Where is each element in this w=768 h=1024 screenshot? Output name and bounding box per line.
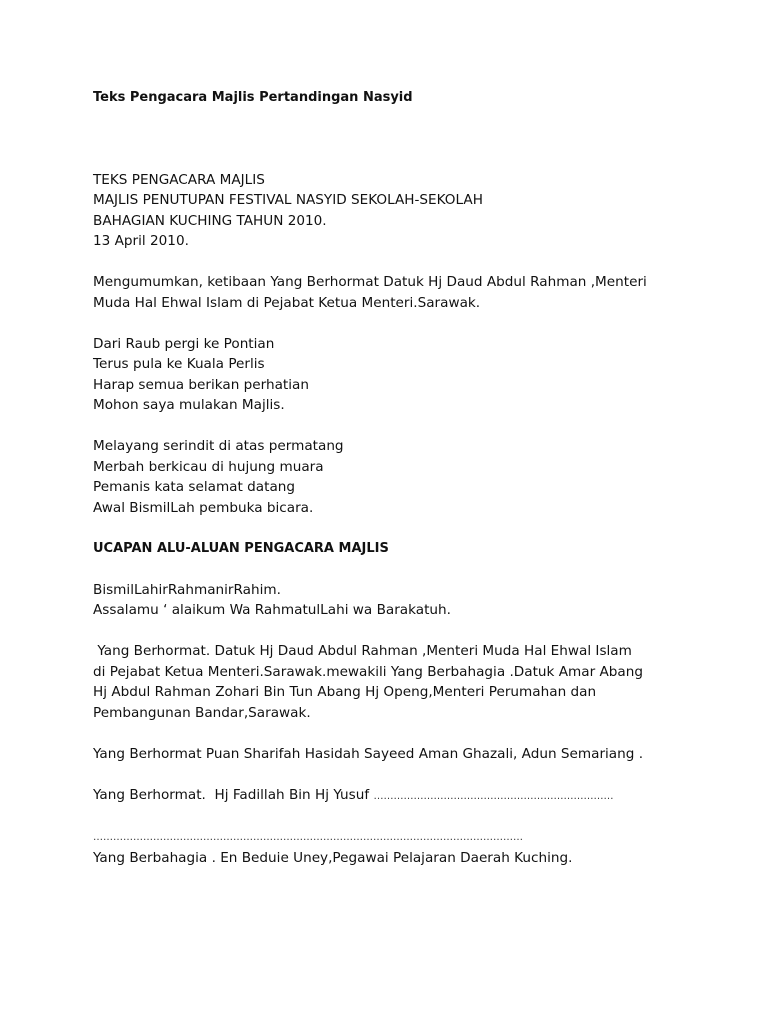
address-3-dots: ……………………………………………………………… (373, 790, 614, 802)
address-line: Yang Berhormat. Datuk Hj Daud Abdul Rahman ,Menteri Muda Hal Ehwal Islam (93, 643, 632, 659)
address-paragraph-1 (93, 641, 693, 723)
header-block (93, 170, 693, 252)
pantun-line: Awal BismilLah pembuka bicara. (93, 499, 314, 516)
spacer (93, 621, 693, 642)
document-body (93, 88, 693, 869)
address-line: di Pejabat Ketua Menteri.Sarawak.mewakili Yang Berbahagia .Datuk Amar Abang (93, 663, 644, 680)
pantun-stanza-1 (93, 334, 693, 416)
spacer (93, 807, 693, 827)
document-title: Teks Pengacara Majlis Pertandingan Nasyid (93, 90, 413, 105)
spacer (93, 416, 693, 437)
header-date: 13 April 2010. (93, 233, 189, 249)
address-paragraph-2: Yang Berhormat Puan Sharifah Hasidah Sayeed Aman Ghazali, Adun Semariang . (93, 745, 644, 762)
pantun-line: Melayang serindit di atas permatang (93, 438, 344, 454)
greeting-line: Assalamu ‘ alaikum Wa RahmatulLahi wa Barakatuh. (93, 602, 451, 618)
section-heading: UCAPAN ALU-ALUAN PENGACARA MAJLIS (93, 540, 389, 556)
pantun-line: Harap semua berikan perhatian (93, 376, 309, 393)
pantun-line: Pemanis kata selamat datang (93, 479, 296, 495)
pantun-line: Dari Raub pergi ke Pontian (93, 335, 275, 352)
header-line: MAJLIS PENUTUPAN FESTIVAL NASYID SEKOLAH-SEKOLAH (93, 192, 483, 208)
spacer (93, 518, 693, 539)
announcement-line: Muda Hal Ehwal Islam di Pejabat Ketua Menteri.Sarawak. (93, 294, 481, 311)
pantun-stanza-2 (93, 436, 693, 518)
address-line: Pembangunan Bandar,Sarawak. (93, 704, 311, 721)
pantun-line: Mohon saya mulakan Majlis. (93, 397, 285, 413)
greeting-line: BismilLahirRahmanirRahim. (93, 581, 281, 598)
address-3-text: Yang Berhormat. Hj Fadillah Bin Hj Yusuf (93, 786, 374, 803)
pantun-line: Terus pula ke Kuala Perlis (93, 356, 265, 372)
greeting-paragraph (93, 580, 693, 621)
address-paragraph-3 (93, 785, 693, 808)
spacer (93, 559, 693, 580)
announcement-line: Mengumumkan, ketibaan Yang Berhormat Datuk Hj Daud Abdul Rahman ,Menteri (93, 274, 647, 290)
address-line: Hj Abdul Rahman Zohari Bin Tun Abang Hj Openg,Menteri Perumahan dan (93, 684, 597, 700)
header-line: TEKS PENGACARA MAJLIS (93, 171, 265, 188)
spacer (93, 764, 693, 785)
dotted-line: ………………………………………………………………………………………………………………… (93, 832, 523, 843)
announcement-paragraph (93, 272, 693, 313)
spacer (93, 252, 693, 273)
spacer (93, 313, 693, 334)
spacer (93, 723, 693, 744)
address-paragraph-4: Yang Berbahagia . En Beduie Uney,Pegawai Pelajaran Daerah Kuching. (93, 850, 573, 866)
header-line: BAHAGIAN KUCHING TAHUN 2010. (93, 212, 327, 229)
pantun-line: Merbah berkicau di hujung muara (93, 458, 324, 475)
